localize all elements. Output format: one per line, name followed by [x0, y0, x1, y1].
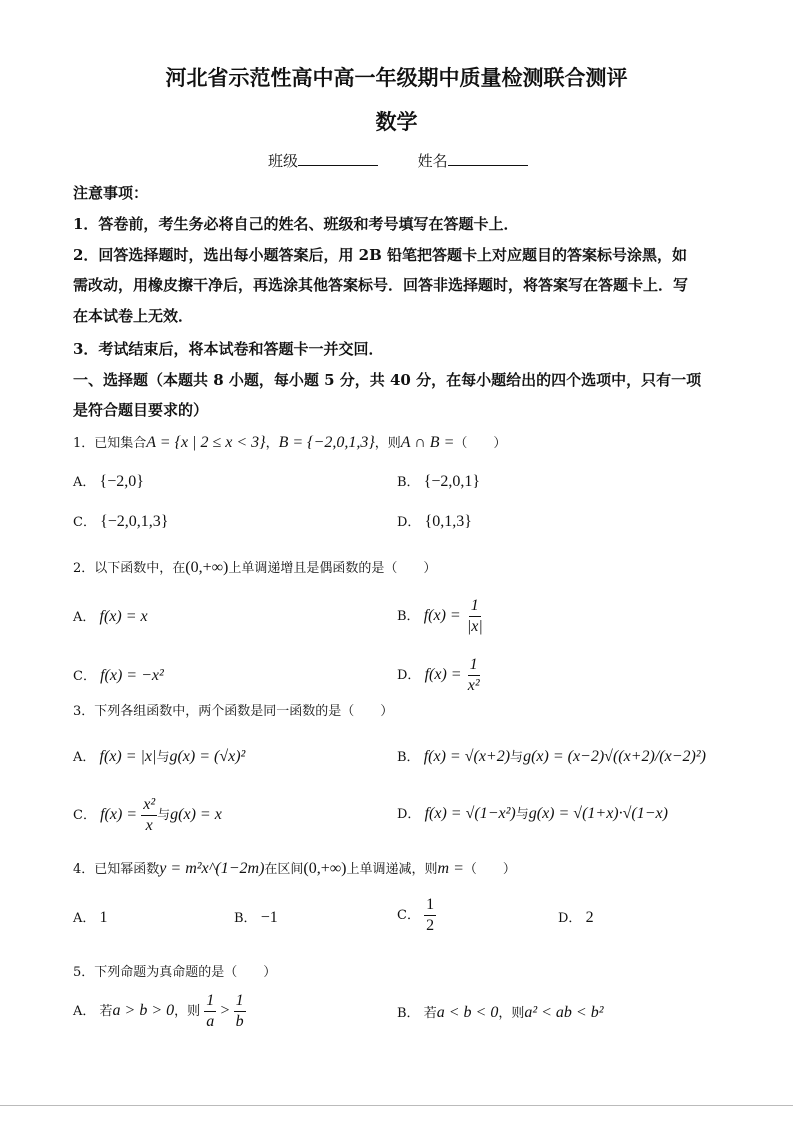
q2-option-b-lhs: f(x) = [423, 607, 461, 624]
q3-option-c-and: 与 [157, 808, 171, 823]
q2-interval: (0,+∞) [185, 559, 229, 576]
q3-option-a[interactable] [73, 746, 245, 766]
q5-option-a-then: ，则 [174, 1004, 201, 1019]
q1-option-c-label: C． [73, 515, 96, 530]
note-item-2-line-2: 需改动，用橡皮擦干净后，再选涂其他答案标号．回答非选择题时，将答案写在答题卡上．写 [73, 276, 689, 294]
question-2 [73, 557, 436, 577]
q4-option-c-denominator: 2 [426, 917, 435, 934]
q2-option-d-label: D． [397, 668, 421, 683]
q5-option-b-label: B． [397, 1006, 420, 1021]
q5-option-b[interactable] [397, 1002, 604, 1022]
q5-option-a-numerator-2: 1 [234, 993, 246, 1012]
q3-option-a-and: 与 [156, 750, 170, 765]
q4-option-b-text: −1 [260, 909, 278, 926]
name-label: 姓名 [417, 152, 448, 170]
q3-option-c-numerator: x² [141, 797, 157, 816]
q1-option-c-text: {−2,0,1,3} [100, 513, 169, 530]
q5-option-a-fraction-1 [204, 993, 216, 1030]
q1-option-d-label: D． [397, 515, 421, 530]
q3-option-c-denominator: x [145, 817, 153, 834]
q4-option-d-label: D． [558, 911, 582, 926]
question-4 [73, 858, 516, 878]
question-5 [73, 961, 276, 980]
q1-comma: ， [265, 436, 279, 451]
notes-heading: 注意事项： [73, 184, 149, 202]
q3-option-b-and: 与 [510, 750, 524, 765]
q4-option-c[interactable] [397, 897, 436, 934]
q2-option-a-text: f(x) = x [99, 608, 148, 625]
q1-number: 1． [73, 436, 95, 451]
q2-option-c-text: f(x) = −x² [100, 667, 164, 684]
q4-variable: m = [437, 860, 464, 877]
q2-tail: 上单调递增且是偶函数的是（ ） [228, 561, 437, 576]
q2-option-b-numerator: 1 [469, 598, 481, 617]
q3-option-a-label: A． [73, 750, 96, 765]
q1-option-d-text: {0,1,3} [424, 513, 472, 530]
q4-lead: 已知幂函数 [94, 862, 160, 877]
q3-option-b-f: f(x) = √(x+2) [423, 748, 511, 765]
q4-option-b[interactable] [234, 907, 278, 927]
q2-option-a-label: A． [73, 610, 96, 625]
q4-option-a-label: A． [73, 911, 96, 926]
q4-option-d[interactable] [558, 907, 594, 927]
q3-option-b-label: B． [397, 750, 420, 765]
q4-number: 4． [73, 862, 95, 877]
q4-option-d-text: 2 [585, 909, 594, 926]
q3-option-c-fraction [141, 797, 157, 834]
q3-option-d-g: g(x) = √(1+x)·√(1−x) [528, 805, 668, 822]
q3-text: 下列各组函数中，两个函数是同一函数的是（ ） [94, 704, 394, 719]
q2-option-a[interactable] [73, 606, 148, 626]
q3-option-d-label: D． [397, 807, 421, 822]
note-item-2-line-3: 在本试卷上无效． [73, 307, 194, 325]
q1-option-b-label: B． [397, 475, 420, 490]
q4-option-c-numerator: 1 [424, 897, 436, 916]
q5-option-b-then: ，则 [498, 1006, 525, 1021]
q4-interval: (0,+∞) [303, 860, 347, 877]
section1-line-1: 一、选择题（本题共 8 小题，每小题 5 分，共 40 分，在每小题给出的四个选项中，只有一项 [73, 371, 702, 389]
q3-option-c-f-lhs: f(x) = [100, 806, 138, 823]
page-divider [0, 1105, 793, 1106]
q2-option-b[interactable] [397, 598, 485, 635]
q3-option-b-g: g(x) = (x−2)√((x+2)/(x−2)²) [523, 748, 706, 765]
q2-option-b-label: B． [397, 609, 420, 624]
q5-option-a-numerator-1: 1 [204, 993, 216, 1012]
q4-option-a[interactable] [73, 907, 108, 927]
q5-option-a-label: A． [73, 1004, 96, 1019]
q3-option-a-f: f(x) = |x| [99, 748, 157, 765]
q4-tail: 上单调递减，则 [346, 862, 438, 877]
q5-option-a-if: 若 [99, 1004, 113, 1019]
q1-then: ，则 [374, 436, 401, 451]
q2-option-d[interactable] [397, 657, 482, 694]
q5-option-a-condition: a > b > 0 [112, 1002, 175, 1019]
q2-option-d-numerator: 1 [468, 657, 480, 676]
q2-option-b-denominator: |x| [466, 618, 483, 635]
q3-option-a-g: g(x) = (√x)² [169, 748, 246, 765]
q2-number: 2． [73, 561, 95, 576]
note-item-2-line-1: 2．回答选择题时，选出每小题答案后，用 2B 铅笔把答题卡上对应题目的答案标号涂黑，如 [73, 246, 688, 264]
q1-set-a: A = {x | 2 ≤ x < 3} [146, 434, 266, 451]
q3-option-c-label: C． [73, 808, 96, 823]
class-blank[interactable] [298, 151, 378, 166]
q1-option-a-label: A． [73, 475, 96, 490]
q4-option-b-label: B． [234, 911, 257, 926]
q2-option-b-fraction [465, 598, 485, 635]
note-item-1: 1．答卷前，考生务必将自己的姓名、班级和考号填写在答题卡上． [73, 215, 519, 233]
q1-option-d[interactable] [397, 511, 472, 531]
name-blank[interactable] [448, 151, 528, 166]
q5-option-b-if: 若 [423, 1006, 437, 1021]
q2-lead: 以下函数中，在 [94, 561, 186, 576]
q5-text: 下列命题为真命题的是（ ） [94, 965, 277, 980]
q4-mid: 在区间 [264, 862, 304, 877]
q4-answer-paren: （ ） [463, 862, 516, 877]
q2-option-c-label: C． [73, 669, 96, 684]
q1-option-a[interactable] [73, 471, 144, 491]
q5-number: 5． [73, 965, 95, 980]
q1-lead: 已知集合 [94, 436, 147, 451]
q5-option-b-result: a² < ab < b² [524, 1004, 604, 1021]
q5-option-a[interactable] [73, 993, 246, 1030]
note-item-3: 3．考试结束后，将本试卷和答题卡一并交回． [73, 340, 384, 358]
q3-option-d-and: 与 [515, 807, 529, 822]
q3-number: 3． [73, 704, 95, 719]
q3-option-d[interactable] [397, 803, 668, 823]
q1-expr: A ∩ B = [400, 434, 455, 451]
q4-option-a-text: 1 [99, 909, 108, 926]
exam-title: 河北省示范性高中高一年级期中质量检测联合测评 [165, 65, 628, 90]
q4-function: y = m²x^(1−2m) [159, 860, 265, 877]
q1-option-b[interactable] [397, 471, 480, 491]
q5-option-a-denominator-1: a [206, 1013, 215, 1030]
q1-option-b-text: {−2,0,1} [423, 473, 481, 490]
q1-option-a-text: {−2,0} [99, 473, 144, 490]
q3-option-c-g: g(x) = x [170, 806, 222, 823]
section1-line-2: 是符合题目要求的） [73, 401, 209, 419]
question-1 [73, 432, 506, 452]
q2-option-c[interactable] [73, 665, 164, 685]
info-fields [268, 150, 528, 171]
q2-option-d-lhs: f(x) = [424, 666, 462, 683]
q4-option-c-fraction [424, 897, 436, 934]
q1-set-b: B = {−2,0,1,3} [278, 434, 375, 451]
q2-option-d-denominator: x² [467, 677, 480, 694]
class-label: 班级 [268, 152, 299, 170]
q2-option-d-fraction [466, 657, 482, 694]
q5-option-b-condition: a < b < 0 [436, 1004, 499, 1021]
q1-answer-paren: （ ） [454, 436, 507, 451]
q5-option-a-denominator-2: b [235, 1013, 244, 1030]
q5-option-a-greater: > [220, 1002, 230, 1019]
q3-option-d-f: f(x) = √(1−x²) [424, 805, 516, 822]
q3-option-b[interactable] [397, 746, 706, 766]
q5-option-a-fraction-2 [234, 993, 246, 1030]
q3-option-c[interactable] [73, 797, 222, 834]
q1-option-c[interactable] [73, 511, 168, 531]
q4-option-c-label: C． [397, 908, 420, 923]
question-3 [73, 700, 393, 719]
subject-title: 数学 [375, 109, 418, 134]
